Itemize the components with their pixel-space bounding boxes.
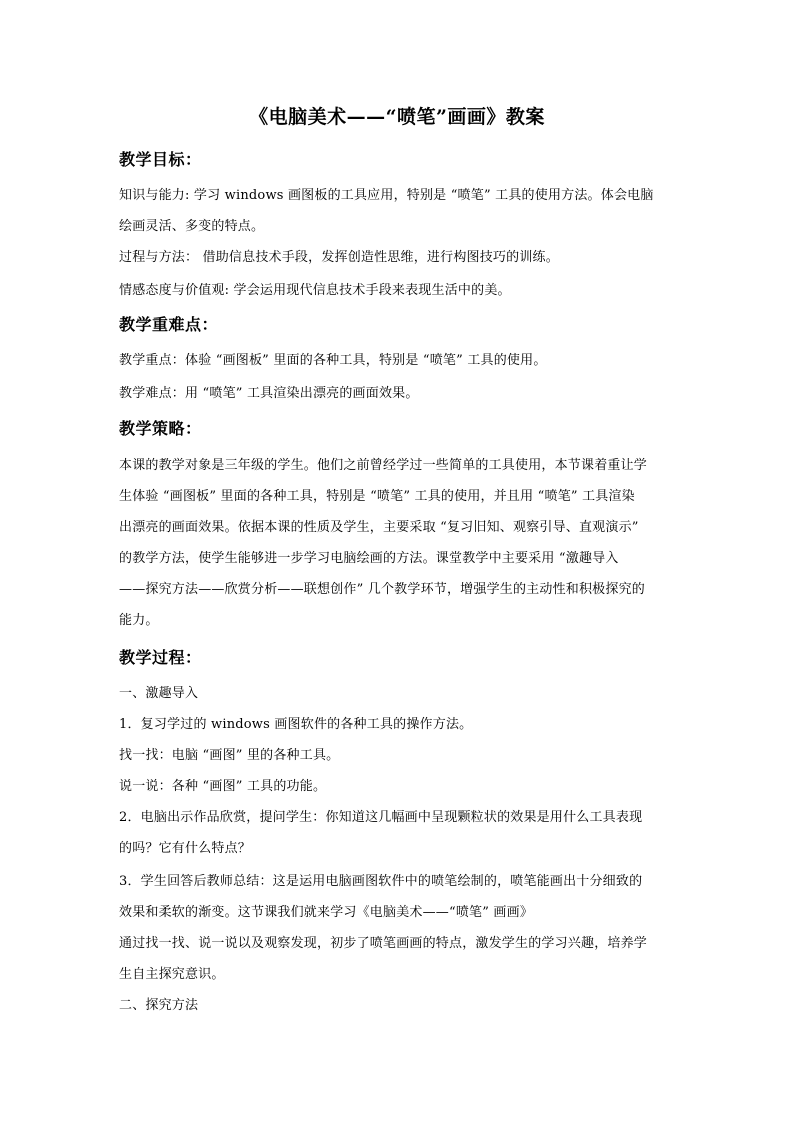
paragraph-line: 教学重点：体验 “画图板” 里面的各种工具，特别是 “喷笔” 工具的使用。 (119, 353, 547, 368)
paragraph-line: 情感态度与价值观: 学会运用现代信息技术手段来表现生活中的美。 (119, 283, 511, 298)
paragraph-line: 2．电脑出示作品欣赏，提问学生：你知道这几幅画中呈现颗粒状的效果是用什么工具表现 (119, 810, 643, 825)
section-heading-key-points: 教学重难点： (119, 315, 219, 334)
paragraph-line: 说一说：各种 “画图” 工具的功能。 (119, 779, 327, 794)
paragraph-line: 效果和柔软的渐变。这节课我们就来学习《电脑美术——“喷笔” 画画》 (119, 905, 534, 920)
paragraph-line: 知识与能力: 学习 windows 画图板的工具应用，特别是 “喷笔” 工具的使用方法。体会电脑 (119, 188, 654, 203)
paragraph-line: 本课的教学对象是三年级的学生。他们之前曾经学过一些简单的工具使用，本节课着重让学 (119, 458, 648, 473)
paragraph-line: 绘画灵活、多变的特点。 (119, 219, 265, 234)
section-heading-goals: 教学目标： (119, 150, 202, 169)
paragraph-line: 过程与方法： 借助信息技术手段，发挥创造性思维，进行构图技巧的训练。 (119, 250, 559, 265)
section-heading-strategy: 教学策略： (119, 419, 202, 438)
section-heading-process: 教学过程： (119, 648, 202, 667)
paragraph-line: 1．复习学过的 windows 画图软件的各种工具的操作方法。 (119, 717, 473, 732)
document-title: 《电脑美术——“喷笔”画画》教案 (249, 106, 545, 128)
paragraph-line: 教学难点：用 “喷笔” 工具渲染出漂亮的画面效果。 (119, 386, 419, 401)
paragraph-line: ——探究方法——欣赏分析——联想创作” 几个教学环节，增强学生的主动性和积极探究的 (119, 582, 645, 597)
paragraph-line: 生体验 “画图板” 里面的各种工具，特别是 “喷笔” 工具的使用，并且用 “喷笔” 工具渲染 (119, 489, 635, 504)
paragraph-line: 出漂亮的画面效果。依据本课的性质及学生，主要采取 “复习旧知、观察引导、直观演示” (119, 520, 639, 535)
paragraph-line: 的教学方法，使学生能够进一步学习电脑绘画的方法。课堂教学中主要采用 “激趣导入 (119, 551, 619, 566)
paragraph-line: 二、探究方法 (119, 998, 199, 1013)
paragraph-line: 找一找：电脑 “画图” 里的各种工具。 (119, 748, 340, 763)
paragraph-line: 能力。 (119, 613, 159, 628)
paragraph-line: 的吗？它有什么特点？ (119, 841, 252, 856)
paragraph-line: 3．学生回答后教师总结：这是运用电脑画图软件中的喷笔绘制的，喷笔能画出十分细致的 (119, 874, 643, 889)
paragraph-line: 通过找一找、说一说以及观察发现，初步了喷笔画画的特点，激发学生的学习兴趣，培养学 (119, 936, 648, 951)
paragraph-line: 生自主探究意识。 (119, 967, 225, 982)
paragraph-line: 一、激趣导入 (119, 686, 199, 701)
